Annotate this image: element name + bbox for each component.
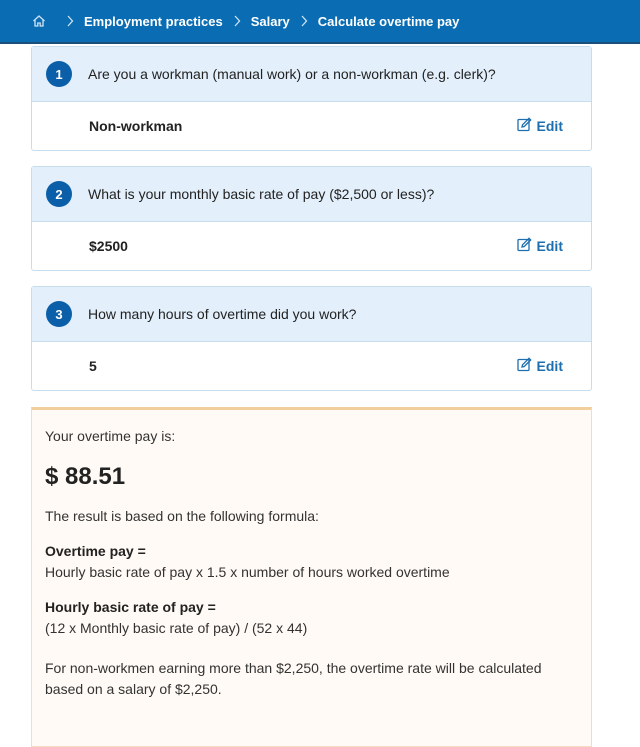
question-card-3 xyxy=(31,286,592,391)
formula-heading-overtime: Overtime pay = xyxy=(45,543,146,559)
formula-intro: The result is based on the following formula: xyxy=(45,508,319,524)
edit-button[interactable] xyxy=(517,237,563,255)
question-card-1 xyxy=(31,46,592,151)
salary-cap-note: For non-workmen earning more than $2,250, the overtime rate will be calculated based on a salary of $2,250. xyxy=(45,660,542,697)
question-card-2 xyxy=(31,166,592,271)
step-badge: 3 xyxy=(46,301,72,327)
overtime-amount: $ 88.51 xyxy=(45,463,126,490)
breadcrumb-current: Calculate overtime pay xyxy=(317,13,460,29)
breadcrumb-employment-practices[interactable]: Employment practices xyxy=(84,13,223,29)
edit-label: Edit xyxy=(536,118,563,134)
formula-heading-hourly: Hourly basic rate of pay = xyxy=(45,599,216,615)
home-icon[interactable] xyxy=(26,8,52,34)
answer-row xyxy=(32,222,591,270)
edit-button[interactable] xyxy=(517,357,563,375)
result-panel xyxy=(31,407,592,747)
breadcrumb-salary[interactable]: Salary xyxy=(250,13,290,29)
formula-text-overtime: Hourly basic rate of pay x 1.5 x number of hours worked overtime xyxy=(45,564,450,580)
breadcrumb xyxy=(0,0,640,44)
question-header xyxy=(32,167,591,222)
edit-button[interactable] xyxy=(517,117,563,135)
edit-label: Edit xyxy=(536,238,563,254)
question-text: What is your monthly basic rate of pay ($2,500 or less)? xyxy=(88,186,435,202)
edit-icon xyxy=(517,117,532,135)
edit-icon xyxy=(517,357,532,375)
question-text: How many hours of overtime did you work? xyxy=(88,306,357,322)
question-header xyxy=(32,287,591,342)
question-header xyxy=(32,47,591,102)
chevron-right-icon xyxy=(225,8,249,34)
answer-value: $2500 xyxy=(89,238,128,254)
answer-value: 5 xyxy=(89,358,97,374)
formula-text-hourly: (12 x Monthly basic rate of pay) / (52 x 44) xyxy=(45,620,308,636)
result-intro: Your overtime pay is: xyxy=(45,428,176,444)
chevron-right-icon xyxy=(58,8,82,34)
answer-row xyxy=(32,342,591,390)
answer-value: Non-workman xyxy=(89,118,183,134)
question-text: Are you a workman (manual work) or a non-workman (e.g. clerk)? xyxy=(88,66,496,82)
edit-icon xyxy=(517,237,532,255)
chevron-right-icon xyxy=(292,8,316,34)
edit-label: Edit xyxy=(536,358,563,374)
step-badge: 2 xyxy=(46,181,72,207)
answer-row xyxy=(32,102,591,150)
step-badge: 1 xyxy=(46,61,72,87)
